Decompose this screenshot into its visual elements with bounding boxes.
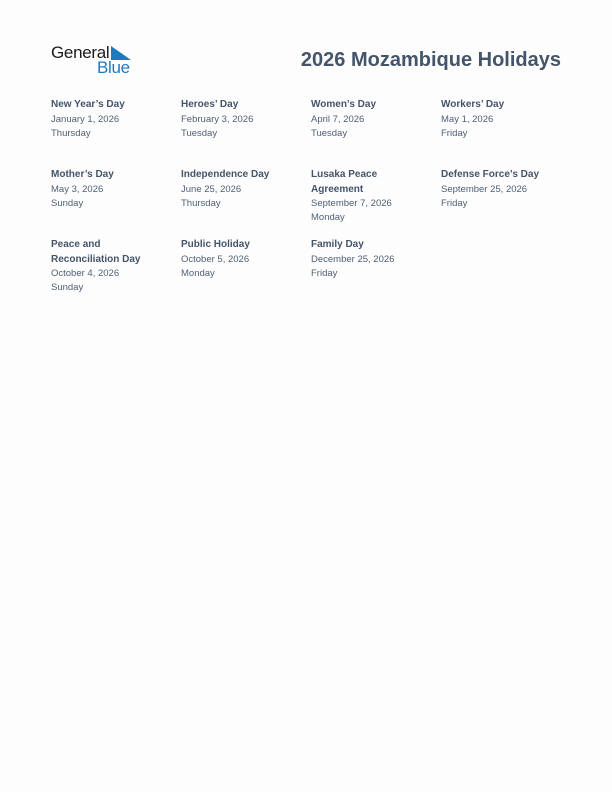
holiday-name: Defense Force’s Day	[441, 169, 540, 180]
holiday-item	[181, 238, 307, 281]
holiday-item	[311, 168, 406, 225]
holiday-date: May 1, 2026	[441, 113, 494, 125]
holiday-date: February 3, 2026	[181, 113, 254, 125]
holiday-item	[51, 98, 177, 141]
holiday-item	[441, 98, 567, 141]
holiday-weekday: Sunday	[51, 282, 84, 293]
holiday-date: October 4, 2026	[51, 268, 120, 279]
logo-word-blue: Blue	[97, 58, 130, 77]
holiday-item	[441, 168, 567, 211]
holiday-date: May 3, 2026	[51, 183, 104, 195]
holiday-name: New Year’s Day	[51, 99, 125, 110]
holiday-weekday: Friday	[441, 197, 468, 209]
holiday-name: Women’s Day	[311, 99, 377, 110]
holiday-name: Mother’s Day	[51, 169, 114, 180]
holiday-weekday: Friday	[311, 267, 338, 279]
holiday-weekday: Monday	[311, 212, 345, 223]
holiday-name: Family Day	[311, 239, 364, 250]
holiday-date: June 25, 2026	[181, 183, 242, 195]
holiday-weekday: Friday	[441, 127, 468, 139]
holiday-name: Lusaka Peace Agreement	[311, 169, 378, 195]
holiday-name: Public Holiday	[181, 239, 250, 250]
holiday-name: Peace and Reconciliation Day	[51, 239, 141, 265]
holiday-name: Heroes’ Day	[181, 99, 239, 110]
holiday-name: Independence Day	[181, 169, 270, 180]
holiday-weekday: Tuesday	[311, 127, 348, 139]
holiday-item	[311, 98, 437, 141]
holiday-weekday: Monday	[181, 267, 215, 279]
general-blue-logo	[51, 44, 141, 78]
holiday-item	[181, 98, 307, 141]
holiday-date: September 25, 2026	[441, 183, 528, 195]
holiday-weekday: Thursday	[51, 127, 91, 139]
page-title: 2026 Mozambique Holidays	[300, 49, 561, 71]
holiday-item	[311, 238, 437, 281]
holiday-weekday: Tuesday	[181, 127, 218, 139]
holiday-name: Workers’ Day	[441, 99, 505, 110]
holiday-item	[181, 168, 307, 211]
holiday-weekday: Thursday	[181, 197, 221, 209]
holiday-date: December 25, 2026	[311, 253, 395, 265]
holiday-date: January 1, 2026	[51, 113, 120, 125]
holiday-date: April 7, 2026	[311, 113, 365, 125]
holiday-date: October 5, 2026	[181, 253, 250, 265]
holiday-item	[51, 238, 151, 295]
holiday-item	[51, 168, 177, 211]
holiday-date: September 7, 2026	[311, 198, 392, 209]
logo-word-general: General	[51, 43, 110, 62]
holiday-weekday: Sunday	[51, 197, 84, 209]
